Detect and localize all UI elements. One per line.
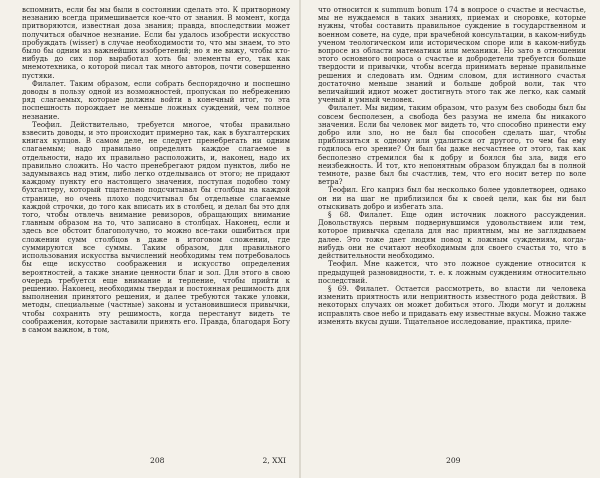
- left-page: [22, 6, 290, 466]
- page-number: 209: [446, 456, 461, 465]
- left-page-footer: [22, 456, 290, 466]
- paragraph: Филалет. Мы видим, таким образом, что разум без свободы был бы совсем бесполезен, а свобода без разума не имела бы никакого значения. Если бы человек мог видеть то, что способно принести ему добро или зло, но не был бы способен сделать шаг, чтобы приблизиться к одному или удалиться от другого, то чем бы ему годилось его зрение? Он был бы даже несчастнее от этого, так как бесполезно стремился бы к добру и боялся бы зла, видя его неизбежность. И тот, кто непонятным образом блуждал бы в полной темноте, разве был бы счастлив, тем, что его носит ветер по воле ветра?: [318, 103, 586, 187]
- book-gutter: [299, 0, 301, 478]
- section-marker: 2, XXI: [262, 456, 286, 465]
- right-page-text: [318, 6, 586, 326]
- paragraph: Теофил. Мне кажется, что это ложное суждение относится к предыдущей разновидности, т. е. к ложным суждениям относительно последствий.: [318, 259, 586, 285]
- page-number: 208: [150, 456, 165, 465]
- paragraph: Филалет. Таким образом, если собрать беспорядочно и поспешно доводы в пользу одной из возможностей, пропуская по небрежению ряд слагаемых, которые должны войти в конечный итог, то эта поспешность порождает не меньше ложных суждений, чем полное незнание.: [22, 78, 290, 121]
- paragraph: § 69. Филалет. Остается рассмотреть, во власти ли человека изменить приятность или неприятность известного рода действия. В некоторых случаях он может добиться этого. Люди могут и должны исправлять свое небо и придавать ему известные вкусы. Можно также изменять вкусы души. Тщательное исследование, практика, приле-: [318, 283, 586, 326]
- left-page-text: [22, 6, 290, 334]
- paragraph: Теофил. Действительно, требуется многое, чтобы правильно взвесить доводы, и это происходит примерно так, как в бухгалтерских книгах купцов. В самом деле, не следует пренебрегать ни одним слагаемым; надо правильно определять каждое слагаемое в отдельности, надо их правильно расположить, и, наконец, надо их правильно сложить. Но часто пренебрегают рядом пунктов, либо не задумываясь над этим, либо легко отделываясь от этого; не придают каждому пункту его настоящего значения, поступая подобно тому бухгалтеру, который тщательно подсчитывал бы столбцы на каждой странице, но очень плохо подсчитывал бы отдельные слагаемые каждой строчки, до того как вписать их в столбец, и делал бы это для того, чтобы отвлечь внимание ревизоров, обращающих внимание главным образом на то, что записано в столбцах. Наконец, если и здесь все обстоит благополучно, то можно все-таки ошибиться при сложении сумм столбцов в даже в итоговом сложении, где суммируются все суммы. Таким образом, для правильного использования искусства вычислений необходимы тем потребовалось бы еще искусство соображения и искусство определения вероятностей, а также знание ценности благ и зол. Для этого в свою очередь требуется еще внимание и терпение, чтобы прийти к решению. Наконец, необходимы твердая и постоянная решимость для выполнения принятого решения, и далее требуются также уловки, методы, специальные (частные) законы и установившиеся привычки, чтобы сохранять эту решимость, когда перестанут видеть те соображения, которые заставили принять его. Правда, благодаря Богу в самом важном, в том,: [22, 119, 290, 334]
- paragraph: § 68. Филалет. Еще один источник ложного рассуждения. Довольствуясь первым подвернувшимся удовольствием или тем, которое привычка сделала для нас приятным, мы не заглядываем далее. Это тоже дает людям повод к ложным суждениям, когда-нибудь они не считают необходимым для своего счастья то, что в действительности необходимо.: [318, 210, 586, 261]
- paragraph: Теофил. Его каприз был бы несколько более удовлетворен, однако он ни на шаг не приблизился бы к своей цели, как бы ни был отыскивать добро и избегать зла.: [318, 185, 586, 211]
- paragraph: что относится к summum bonum 174 в вопросе о счастье и несчастье, мы не нуждаемся в таких знаниях, приемах и сноровке, которые нужны, чтобы составить правильное суждение в государственном и военном совете, на суде, при врачебной консультации, в каком-нибудь ученом теологическом или историческом споре или в каком-нибудь вопросе из области математики или механики. Но зато в отношении этого основного вопроса о счастье и добродетели требуется больше твердости и привычки, чтобы всегда принимать верные правильные решения и следовать им. Одним словом, для истинного счастья достаточно меньше знаний и больше доброй воли, так что величайший идиот может достигнуть этого так же легко, как самый ученый и умный человек.: [318, 5, 586, 105]
- right-page-footer: [318, 456, 586, 466]
- right-page: [318, 6, 586, 466]
- paragraph: вспомнить, если бы мы были в состоянии сделать это. К притворному незнанию всегда примешивается кое-что от знания. В момент, когда притворяются, известная доза знания; правда, впоследствии может получиться обычное незнание. Если бы удалось изобрести искусство пробуждать (wisser) в случае необходимости то, что мы знаем, то это было бы одним из важнейших изобретений; но я не вижу, чтобы кто-нибудь до сих пор выработал хоть бы элементы его, так как мнемотехника, о которой писал так много авторов, почти совершенно пустяки.: [22, 5, 290, 80]
